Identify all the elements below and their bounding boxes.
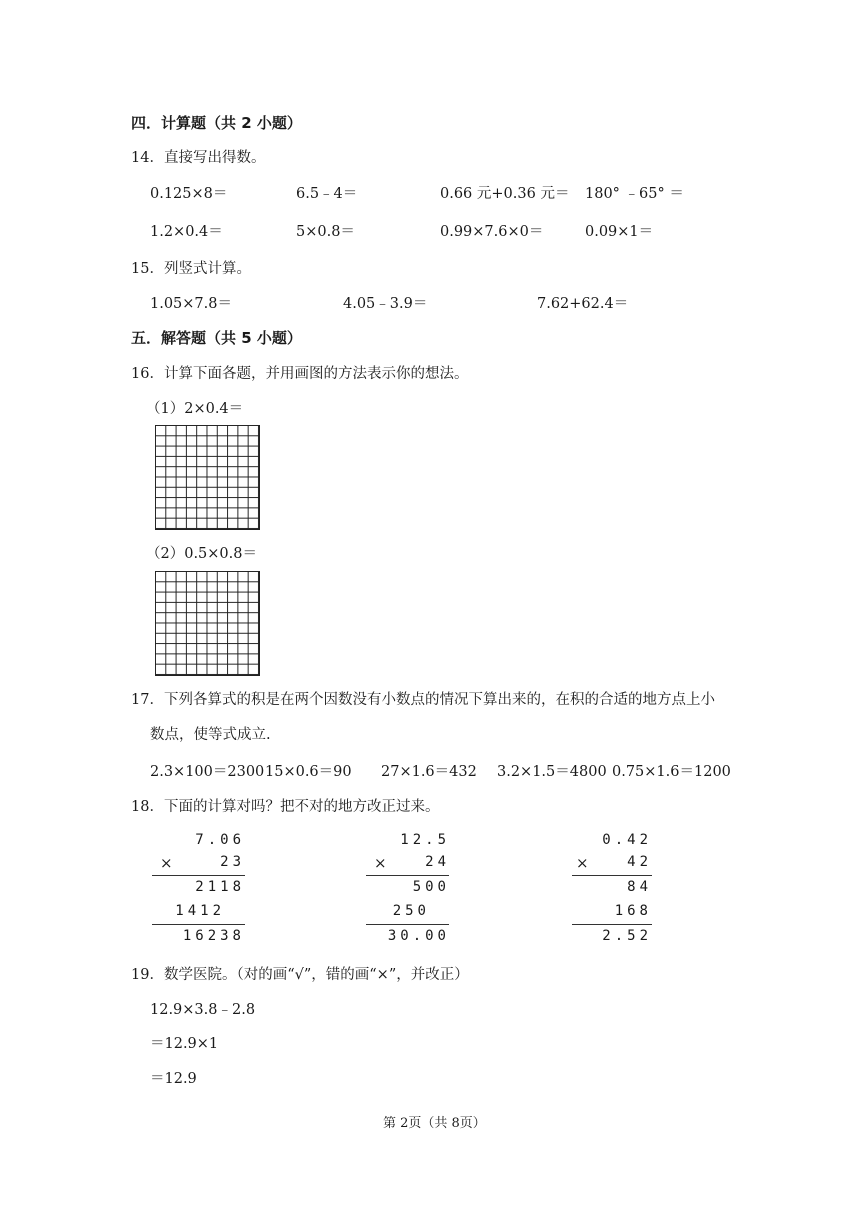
q17-expr: 15×0.6＝90 xyxy=(265,764,352,780)
calc-multiplicand: 0.42 xyxy=(602,832,652,848)
q14-expr: 6.5﹣4＝ xyxy=(296,186,358,202)
calc-partial-2: 250 xyxy=(392,903,430,919)
times-sign: × xyxy=(160,854,173,872)
calc-partial-2: 1412 xyxy=(175,903,225,919)
calc-multiplicand: 7.06 xyxy=(195,832,245,848)
calc-partial-1: 2118 xyxy=(195,879,245,895)
calc-multiplier: 42 xyxy=(627,854,652,870)
q14-expr: 0.66 元+0.36 元＝ xyxy=(440,186,570,202)
q19-line-2: ＝12.9×1 xyxy=(150,1036,219,1052)
calc-rule xyxy=(572,875,652,876)
q17-expr: 0.75×1.6＝1200 xyxy=(612,764,731,780)
q14-expr: 0.125×8＝ xyxy=(150,186,228,202)
q19-line-1: 12.9×3.8﹣2.8 xyxy=(150,1002,256,1018)
calc-multiplier: 23 xyxy=(220,854,245,870)
calc-rule xyxy=(152,875,245,876)
calc-multiplicand: 12.5 xyxy=(400,832,450,848)
calc-rule xyxy=(152,924,245,925)
calc-result: 30.00 xyxy=(387,928,450,944)
q17-expr: 3.2×1.5＝4800 xyxy=(497,764,607,780)
calc-multiplier: 24 xyxy=(425,854,450,870)
q16-part-2: （2）0.5×0.8＝ xyxy=(146,546,257,562)
calc-rule xyxy=(366,924,449,925)
q16-prompt: 16．计算下面各题，并用画图的方法表示你的想法。 xyxy=(131,366,469,382)
calc-rule xyxy=(572,924,652,925)
q14-expr: 1.2×0.4＝ xyxy=(150,224,223,240)
q14-prompt: 14．直接写出得数。 xyxy=(131,150,266,166)
section-5-title: 五．解答题（共 5 小题） xyxy=(131,329,302,347)
q17-prompt-line-1: 17．下列各算式的积是在两个因数没有小数点的情况下算出来的，在积的合适的地方点上小 xyxy=(131,692,715,708)
q15-expr: 1.05×7.8＝ xyxy=(150,296,232,312)
q19-line-3: ＝12.9 xyxy=(150,1071,197,1087)
calc-partial-1: 84 xyxy=(627,879,652,895)
q19-prompt: 19．数学医院。（对的画“√”，错的画“×”，并改正） xyxy=(131,967,469,983)
q16-part-1: （1）2×0.4＝ xyxy=(146,401,244,417)
page-footer: 第 2页（共 8页） xyxy=(383,1116,486,1131)
times-sign: × xyxy=(576,854,589,872)
q14-expr: 5×0.8＝ xyxy=(296,224,355,240)
section-4-title: 四．计算题（共 2 小题） xyxy=(131,114,302,132)
q15-expr: 7.62+62.4＝ xyxy=(537,296,629,312)
calc-rule xyxy=(366,875,449,876)
q15-expr: 4.05﹣3.9＝ xyxy=(343,296,428,312)
calc-partial-2: 168 xyxy=(614,903,652,919)
calc-result: 16238 xyxy=(182,928,245,944)
hundred-grid-2 xyxy=(155,571,260,676)
q18-prompt: 18．下面的计算对吗？把不对的地方改正过来。 xyxy=(131,799,440,815)
q17-prompt-line-2: 数点，使等式成立. xyxy=(150,727,271,743)
hundred-grid-1 xyxy=(155,425,260,530)
calc-partial-1: 500 xyxy=(412,879,450,895)
calc-result: 2.52 xyxy=(602,928,652,944)
q14-expr: 0.09×1＝ xyxy=(585,224,654,240)
q15-prompt: 15．列竖式计算。 xyxy=(131,261,251,277)
q14-expr: 0.99×7.6×0＝ xyxy=(440,224,544,240)
q14-expr: 180° ﹣65° ＝ xyxy=(585,186,684,202)
q17-expr: 27×1.6＝432 xyxy=(381,764,477,780)
q17-expr: 2.3×100＝2300 xyxy=(150,764,265,780)
times-sign: × xyxy=(374,854,387,872)
